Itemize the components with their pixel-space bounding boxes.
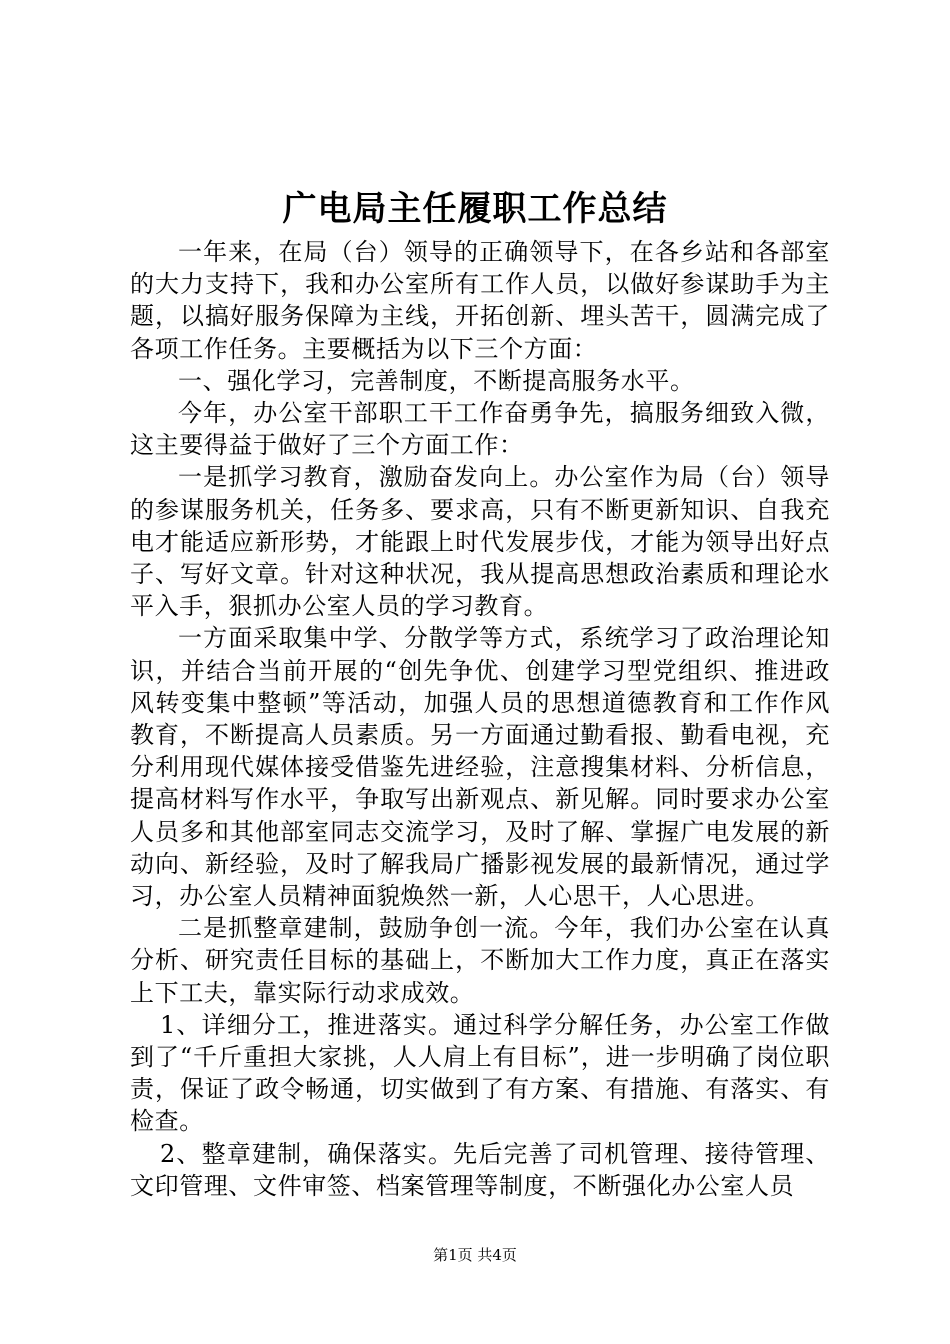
document-title: 广电局主任履职工作总结 <box>282 189 668 229</box>
paragraph-study-education: 一是抓学习教育，激励奋发向上。办公室作为局（台）领导的参谋服务机关，任务多、要求高，只有不断更新知识、自我充电才能适应新形势，才能跟上时代发展步伐，才能为领导出好点子、写好文章。针对这种状况，我从提高思想政治素质和理论水平入手，狠抓办公室人员的学习教育。 <box>130 463 830 621</box>
paragraph-item-2: 2、整章建制，确保落实。先后完善了司机管理、接待管理、文印管理、文件审签、档案管理等制度，不断强化办公室人员 <box>130 1139 830 1200</box>
document-body <box>130 236 830 1202</box>
paragraph-this-year: 今年，办公室干部职工干工作奋勇争先，搞服务细致入微，这主要得益于做好了三个方面工作： <box>130 399 830 460</box>
paragraph-item-1: 1、详细分工，推进落实。通过科学分解任务，办公室工作做到了“千斤重担大家挑，人人肩上有目标”，进一步明确了岗位职责，保证了政令畅通，切实做到了有方案、有措施、有落实、有检查。 <box>130 1010 830 1136</box>
paragraph-rules-building: 二是抓整章建制，鼓励争创一流。今年，我们办公室在认真分析、研究责任目标的基础上，不断加大工作力度，真正在落实上下工夫，靠实际行动求成效。 <box>130 914 830 1007</box>
paragraph-intro: 一年来，在局（台）领导的正确领导下，在各乡站和各部室的大力支持下，我和办公室所有工作人员，以做好参谋助手为主题，以搞好服务保障为主线，开拓创新、埋头苦干，圆满完成了各项工作任务。主要概括为以下三个方面： <box>130 238 830 363</box>
paragraph-section-heading: 一、强化学习，完善制度，不断提高服务水平。 <box>178 366 695 395</box>
paragraph-study-methods: 一方面采取集中学、分散学等方式，系统学习了政治理论知识，并结合当前开展的“创先争优、创建学习型党组织、推进政风转变集中整顿”等活动，加强人员的思想道德教育和工作作风教育，不断提高人员素质。另一方面通过勤看报、勤看电视，充分利用现代媒体接受借鉴先进经验，注意搜集材料、分析信息，提高材料写作水平，争取写出新观点、新见解。同时要求办公室人员多和其他部室同志交流学习，及时了解、掌握广电发展的新动向、新经验，及时了解我局广播影视发展的最新情况，通过学习，办公室人员精神面貌焕然一新，人心思干，人心思进。 <box>130 624 830 911</box>
page-number-footer: 第1页 共4页 <box>433 1246 517 1264</box>
